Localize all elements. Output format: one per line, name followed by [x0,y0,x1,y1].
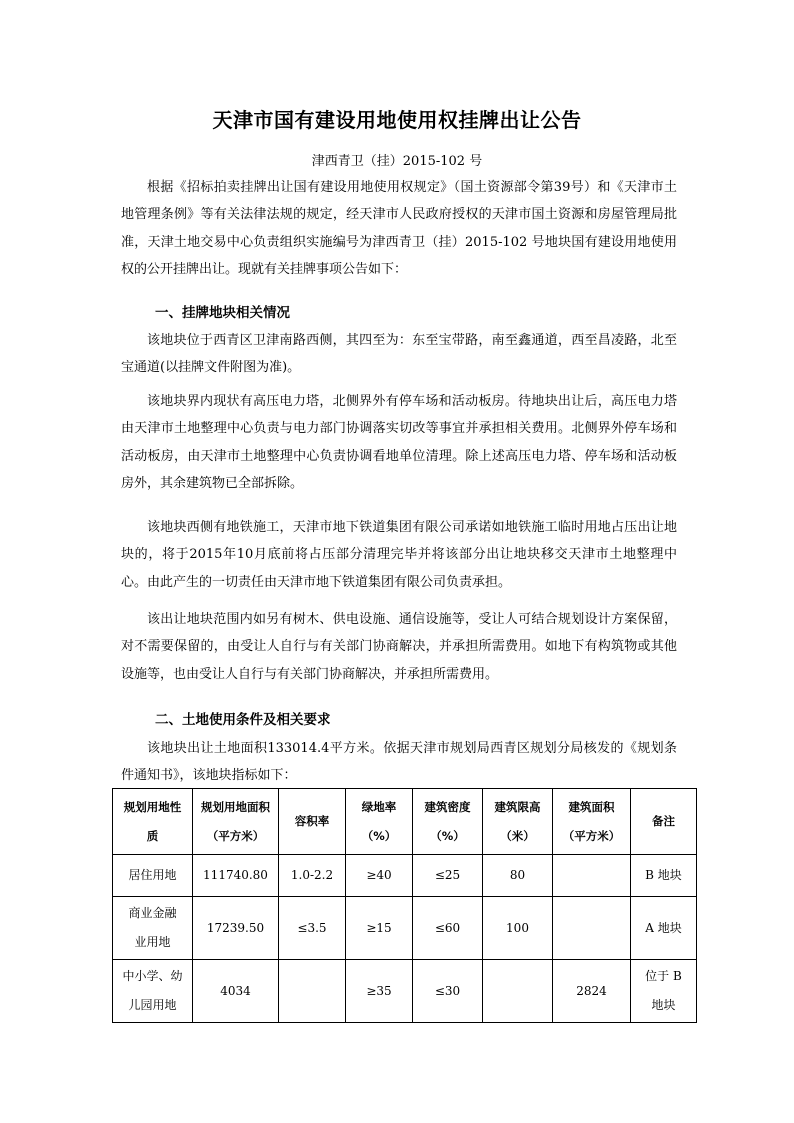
cell-land-area: 111740.80 [193,855,279,897]
cell-floor-area-ratio: ≤3.5 [279,897,346,960]
land-index-table [112,788,697,1023]
cell-building-area: 2824 [553,960,631,1023]
cell-height-limit [483,960,553,1023]
cell-building-area [553,855,631,897]
document-number: 津西青卫（挂）2015-102 号 [311,154,483,169]
section1-paragraph-location: 该地块位于西青区卫津南路西侧，其四至为：东至宝带路，南至鑫通道，西至昌凌路，北至宝通道(以挂牌文件附图为准)。 [121,333,677,376]
header-remarks: 备注 [631,789,697,855]
cell-land-area: 4034 [193,960,279,1023]
intro-paragraph: 根据《招标拍卖挂牌出让国有建设用地使用权规定》（国土资源部令第39号）和《天津市土地管理条例》等有关法律法规的规定，经天津市人民政府授权的天津市国土资源和房屋管理局批准，天津土地交易中心负责组织实施编号为津西青卫（挂）2015-102 号地块国有建设用地使用权的公开挂牌出让。现就有关挂牌事项公告如下： [121,180,677,278]
cell-land-use: 中小学、幼 儿园用地 [113,960,193,1023]
header-height-limit: 建筑限高 （米） [483,789,553,855]
section1-paragraph-structures: 该地块界内现状有高压电力塔，北侧界外有停车场和活动板房。待地块出让后，高压电力塔由天津市土地整理中心负责与电力部门协调落实切改等事宜并承担相关费用。北侧界外停车场和活动板房，由天津市土地整理中心负责协调看地单位清理。除上述高压电力塔、停车场和活动板房外，其余建筑物已全部拆除。 [121,394,677,492]
cell-remarks: B 地块 [631,855,697,897]
header-floor-area-ratio: 容积率 [279,789,346,855]
cell-remarks: A 地块 [631,897,697,960]
table-row [113,855,697,897]
cell-building-density: ≤60 [413,897,483,960]
header-building-area: 建筑面积 （平方米） [553,789,631,855]
section2-heading: 二、土地使用条件及相关要求 [155,712,331,728]
section1-paragraph-subway: 该地块西侧有地铁施工，天津市地下铁道集团有限公司承诺如地铁施工临时用地占压出让地块的，将于2015年10月底前将占压部分清理完毕并将该部分出让地块移交天津市土地整理中心。由此产生的一切责任由天津市地下铁道集团有限公司负责承担。 [121,520,677,590]
table-header-row [113,789,697,855]
cell-land-area: 17239.50 [193,897,279,960]
cell-land-use: 居住用地 [113,855,193,897]
cell-building-area [553,897,631,960]
cell-green-ratio: ≥15 [346,897,413,960]
cell-remarks: 位于 B 地块 [631,960,697,1023]
cell-height-limit: 100 [483,897,553,960]
cell-height-limit: 80 [483,855,553,897]
cell-building-density: ≤30 [413,960,483,1023]
cell-floor-area-ratio: 1.0-2.2 [279,855,346,897]
table-row [113,897,697,960]
header-land-area: 规划用地面积 （平方米） [193,789,279,855]
cell-building-density: ≤25 [413,855,483,897]
cell-land-use: 商业金融 业用地 [113,897,193,960]
header-building-density: 建筑密度 （%） [413,789,483,855]
header-green-ratio: 绿地率 （%） [346,789,413,855]
cell-green-ratio: ≥40 [346,855,413,897]
section2-paragraph-area: 该地块出让土地面积133014.4平方米。依据天津市规划局西青区规划分局核发的《规划条件通知书》，该地块指标如下： [121,741,677,784]
section1-heading: 一、挂牌地块相关情况 [155,305,290,321]
document-title: 天津市国有建设用地使用权挂牌出让公告 [212,108,582,132]
section1-paragraph-facilities: 该出让地块范围内如另有树木、供电设施、通信设施等，受让人可结合规划设计方案保留，对不需要保留的，由受让人自行与有关部门协商解决，并承担所需费用。如地下有构筑物或其他设施等，也由受让人自行与有关部门协商解决，并承担所需费用。 [121,612,677,682]
header-land-use: 规划用地性 质 [113,789,193,855]
table-row [113,960,697,1023]
cell-green-ratio: ≥35 [346,960,413,1023]
cell-floor-area-ratio [279,960,346,1023]
